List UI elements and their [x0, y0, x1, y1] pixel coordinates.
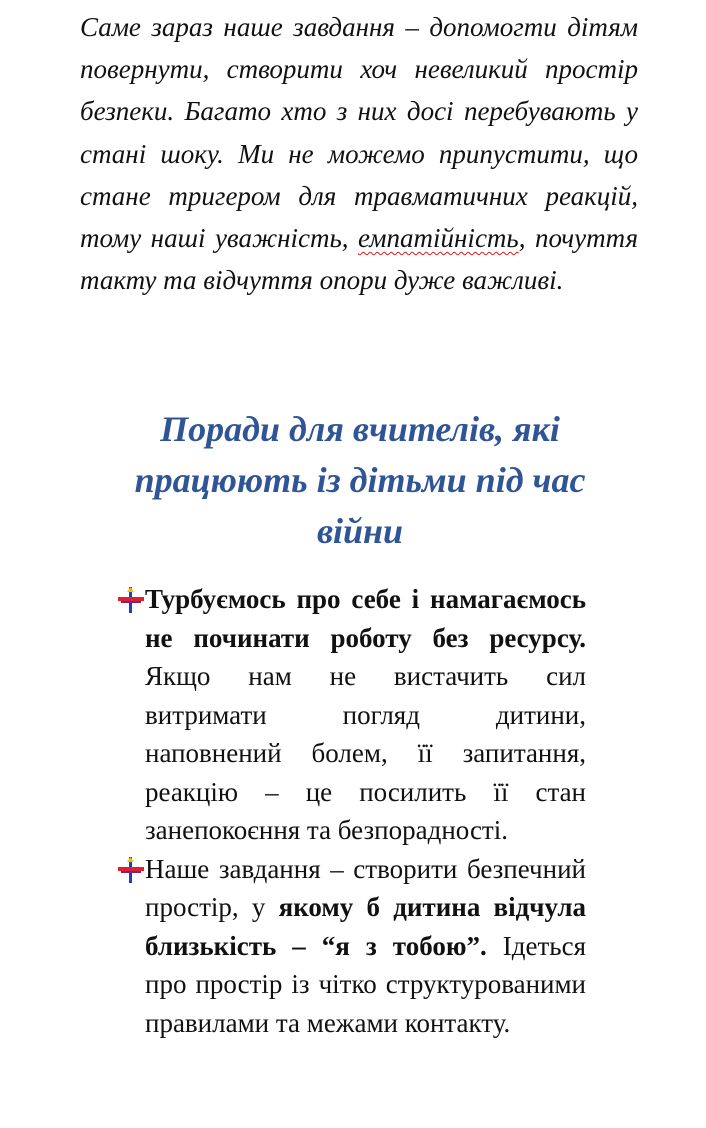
- intro-misspelled-word: емпатійність: [358, 223, 519, 254]
- intro-paragraph: [80, 6, 638, 301]
- red-blue-plus-arrow-icon: [118, 857, 144, 883]
- tips-list: [118, 580, 586, 1042]
- section-heading: Поради для вчителів, які працюють із дітьми під час війни: [134, 409, 586, 551]
- tip-2-bold: якому б дитина відчула близькість – “я з тобою”.: [145, 892, 586, 961]
- tip-2-text-after: Ідеться про простір із чітко структурованими правилами та межами контакту.: [145, 930, 586, 1038]
- intro-text-after: , почуття такту та відчуття опори дуже важливі.: [80, 223, 639, 296]
- tip-2-text-before: Наше завдання – створити безпечний простір, у: [145, 853, 586, 922]
- tip-item-2: [118, 850, 586, 1043]
- tip-item-1: [118, 580, 586, 850]
- red-blue-plus-arrow-icon: [118, 587, 144, 613]
- tip-1-text: Якщо нам не вистачить сил витримати погляд дитини, наповнений болем, її запитання, реакцію – це посилить її стан занепокоєння та безпорадності.: [145, 661, 586, 845]
- intro-text-before: Саме зараз наше завдання – допомогти дітям повернути, створити хоч невеликий простір безпеки. Багато хто з них досі перебувають у стані шоку. Ми не можемо припустити, що стане тригером для травматичних реакцій, тому наші уважність,: [80, 12, 638, 254]
- tip-1-bold: Турбуємось про себе і намагаємось не починати роботу без ресурсу.: [145, 584, 586, 653]
